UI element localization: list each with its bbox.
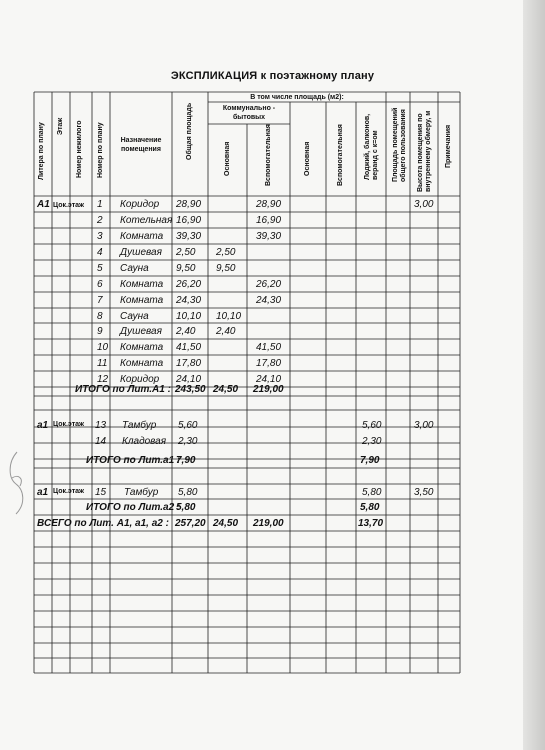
room-total-area: 41,50 <box>176 342 202 353</box>
header-litera: Литера по плану <box>38 122 45 180</box>
group2-total-label: ИТОГО по Лит.а1 : <box>86 455 181 466</box>
room-aux-area: 28,90 <box>256 199 282 210</box>
header-common: Площадь помещений общего пользования <box>392 107 407 182</box>
header-auxiliary: Вспомогательная <box>265 124 272 186</box>
room-number: 9 <box>97 326 103 337</box>
room-aux-area: 26,20 <box>256 279 282 290</box>
header-notes: Примечания <box>445 124 452 168</box>
group2-litera: а1 <box>37 420 49 431</box>
handwritten-mark <box>4 448 30 518</box>
room-aux-area: 24,30 <box>256 295 282 306</box>
room-total-area: 28,90 <box>176 199 202 210</box>
group3-floor: Цок.этаж <box>53 488 84 495</box>
room-name: Коридор <box>120 199 160 210</box>
room-loggia-area: 2,30 <box>362 436 382 447</box>
header-room-no: Номер по плану <box>97 122 104 178</box>
room-total-area: 2,50 <box>176 247 196 258</box>
group3-loggia-total: 5,80 <box>360 502 380 513</box>
room-number: 6 <box>97 279 103 290</box>
room-name: Комната <box>120 231 164 242</box>
room-total-area: 2,30 <box>178 436 198 447</box>
room-total-area: 5,60 <box>178 420 198 431</box>
room-number: 13 <box>95 420 107 431</box>
group1-litera: А1 <box>37 199 50 210</box>
group2-height: 3,00 <box>414 420 434 431</box>
room-basic-area: 2,40 <box>216 326 236 337</box>
grand-total: 257,20 <box>175 518 206 529</box>
grand-total-label: ВСЕГО по Лит. А1, а1, а2 : <box>37 518 169 529</box>
room-number: 12 <box>97 374 109 385</box>
room-total-area: 10,10 <box>176 311 202 322</box>
group1-height: 3,00 <box>414 199 434 210</box>
room-aux-area: 41,50 <box>256 342 282 353</box>
room-total-area: 39,30 <box>176 231 202 242</box>
header-purpose: Назначение помещения <box>120 137 162 153</box>
room-aux-area: 24,10 <box>256 374 282 385</box>
room-total-area: 17,80 <box>176 358 202 369</box>
room-name: Душевая <box>120 247 162 258</box>
grand-total-basic: 24,50 <box>213 518 239 529</box>
room-total-area: 24,10 <box>176 374 202 385</box>
room-number: 10 <box>97 342 109 353</box>
room-number: 11 <box>97 358 108 369</box>
room-name: Сауна <box>120 311 149 322</box>
room-total-area: 9,50 <box>176 263 196 274</box>
group1-basic-total: 24,50 <box>213 384 239 395</box>
header-auxiliary-2: Вспомогательная <box>337 124 344 186</box>
header-communal: Коммунально - бытовых <box>222 105 276 121</box>
room-name: Котельная <box>120 215 173 226</box>
group3-total: 5,80 <box>176 502 196 513</box>
group3-height: 3,50 <box>414 487 434 498</box>
header-basic-2: Основная <box>304 141 311 176</box>
header-total-area: Общая площадь <box>186 102 193 160</box>
header-floor: Этаж <box>57 117 64 135</box>
room-aux-area: 39,30 <box>256 231 282 242</box>
header-height: Высота помещения по внутреннему обмеру, м <box>417 110 432 192</box>
room-number: 3 <box>97 231 103 242</box>
room-number: 1 <box>97 199 103 210</box>
room-total-area: 2,40 <box>176 326 196 337</box>
room-name: Сауна <box>120 263 149 274</box>
group2-total: 7,90 <box>176 455 196 466</box>
room-name: Комната <box>120 358 164 369</box>
header-including: В том числе площадь (м2): <box>250 94 344 101</box>
room-total-area: 26,20 <box>176 279 202 290</box>
room-basic-area: 10,10 <box>216 311 242 322</box>
group2-loggia-total: 7,90 <box>360 455 380 466</box>
room-basic-area: 2,50 <box>216 247 236 258</box>
group1-aux-total: 219,00 <box>253 384 284 395</box>
room-loggia-area: 5,80 <box>362 487 382 498</box>
room-total-area: 16,90 <box>176 215 202 226</box>
room-number: 5 <box>97 263 103 274</box>
group1-total-label: ИТОГО по Лит.А1 : <box>75 384 171 395</box>
room-name: Комната <box>120 342 164 353</box>
grand-total-loggia: 13,70 <box>358 518 384 529</box>
room-number: 14 <box>95 436 107 447</box>
room-aux-area: 16,90 <box>256 215 282 226</box>
header-loggia: Лоджий, балконов, веранд с к=ом <box>364 113 379 180</box>
room-number: 2 <box>97 215 103 226</box>
group3-litera: а1 <box>37 487 49 498</box>
room-name: Комната <box>120 295 164 306</box>
room-name: Тамбур <box>124 487 159 498</box>
room-number: 7 <box>97 295 103 306</box>
room-name: Душевая <box>120 326 162 337</box>
header-basic: Основная <box>224 141 231 176</box>
room-number: 8 <box>97 311 103 322</box>
room-aux-area: 17,80 <box>256 358 282 369</box>
room-number: 4 <box>97 247 103 258</box>
room-name: Коридор <box>120 374 160 385</box>
header-premise-no: Номер нежилого <box>76 120 83 178</box>
group1-floor: Цок.этаж <box>53 202 84 209</box>
room-basic-area: 9,50 <box>216 263 236 274</box>
room-loggia-area: 5,60 <box>362 420 382 431</box>
room-name: Комната <box>120 279 164 290</box>
room-total-area: 24,30 <box>176 295 202 306</box>
grand-total-aux: 219,00 <box>253 518 284 529</box>
room-name: Кладовая <box>122 436 167 447</box>
room-total-area: 5,80 <box>178 487 198 498</box>
document-title: ЭКСПЛИКАЦИЯ к поэтажному плану <box>170 70 375 82</box>
room-number: 15 <box>95 487 107 498</box>
group1-total: 243,50 <box>175 384 206 395</box>
room-name: Тамбур <box>122 420 157 431</box>
group3-total-label: ИТОГО по Лит.а2 : <box>86 502 181 513</box>
group2-floor: Цок.этаж <box>53 421 84 428</box>
